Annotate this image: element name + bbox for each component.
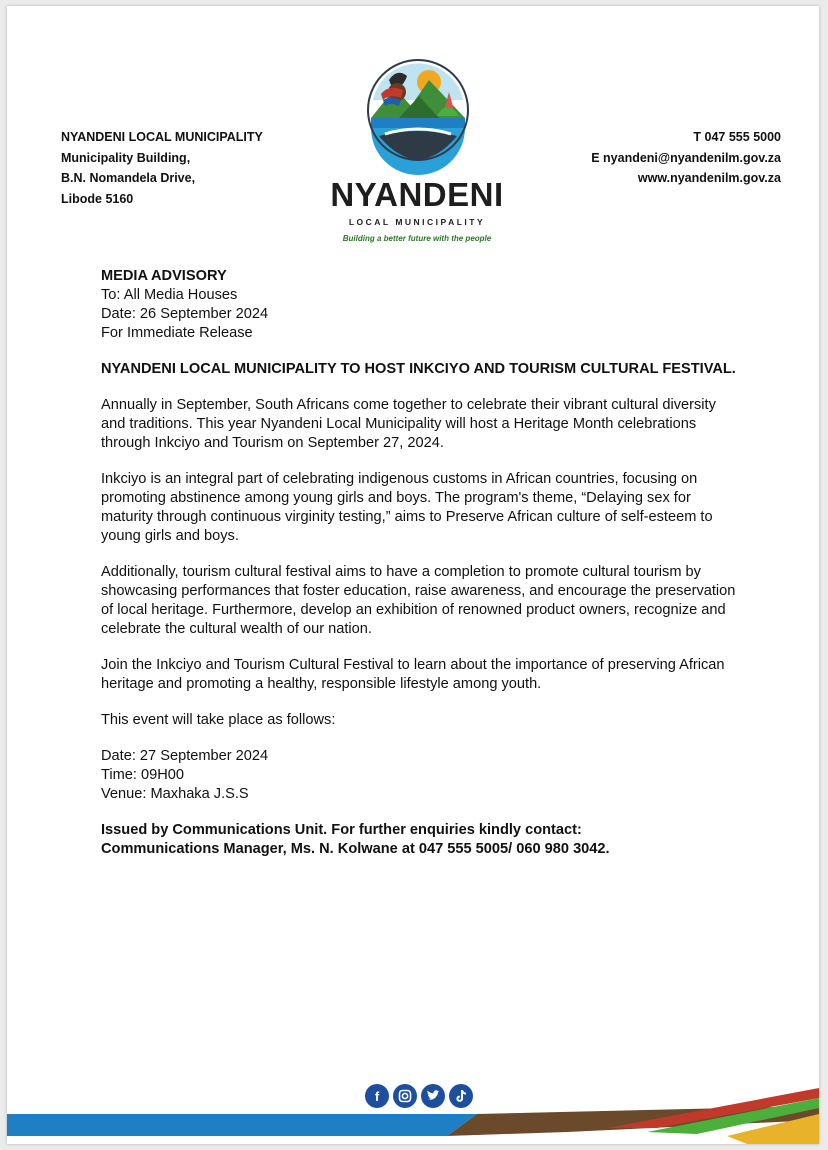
event-date: Date: 27 September 2024	[101, 748, 269, 764]
advisory-date: Date: 26 September 2024	[101, 306, 269, 322]
logo-subtitle: LOCAL MUNICIPALITY	[348, 217, 486, 227]
advisory-release: For Immediate Release	[101, 325, 253, 341]
address-line: Libode 5160	[61, 191, 134, 206]
address-line: B.N. Nomandela Drive,	[61, 171, 196, 185]
paragraph: Inkciyo is an integral part of celebrating indigenous customs in African countries, focusing on promoting abstinence among young girls and boys. The program's theme, “Delaying sex for maturity through continuous virginity testing,” aims to Preserve African culture of self-esteem to young girls and boys.	[101, 471, 713, 544]
paragraph: This event will take place as follows:	[101, 712, 336, 728]
advisory-title: MEDIA ADVISORY	[101, 268, 227, 284]
closing-contact: Communications Manager, Ms. N. Kolwane at 047 555 5005/ 060 980 3042.	[101, 841, 610, 857]
headline: NYANDENI LOCAL MUNICIPALITY TO HOST INKCIYO AND TOURISM CULTURAL FESTIVAL.	[101, 361, 736, 377]
paragraph: Join the Inkciyo and Tourism Cultural Festival to learn about the importance of preserving African heritage and promoting a healthy, responsible lifestyle among youth.	[101, 657, 725, 692]
org-name: NYANDENI LOCAL MUNICIPALITY	[61, 130, 263, 144]
municipality-logo-icon	[359, 58, 477, 182]
advisory-body	[101, 267, 741, 859]
closing-line: Issued by Communications Unit. For further enquiries kindly contact:	[101, 822, 582, 838]
event-time: Time: 09H00	[101, 767, 185, 783]
address-line: Municipality Building,	[61, 150, 191, 165]
advisory-recipient: To: All Media Houses	[101, 287, 238, 303]
logo-wordmark: NYANDENI	[330, 176, 504, 213]
website-url: www.nyandenilm.gov.za	[637, 171, 781, 185]
sender-address	[61, 127, 263, 209]
facebook-icon[interactable]: f	[365, 1084, 389, 1108]
paragraph: Annually in September, South Africans come together to celebrate their vibrant cultural diversity and traditions. This year Nyandeni Local Municipality will host a Heritage Month celebrations through Inkciyo and Tourism on September 27, 2024.	[101, 397, 716, 451]
event-venue: Venue: Maxhaka J.S.S	[101, 786, 249, 802]
phone-number: T 047 555 5000	[693, 130, 781, 144]
logo-tagline: Building a better future with the people	[342, 234, 492, 243]
footer-stripe	[7, 1084, 819, 1144]
contact-details	[591, 127, 781, 189]
email-address: E nyandeni@nyandenilm.gov.za	[591, 150, 781, 165]
paragraph: Additionally, tourism cultural festival aims to have a completion to promote cultural tourism by showcasing performances that foster education, raise awareness, and encourage the preservation of local heritage. Furthermore, develop an exhibition of renowned product owners, recognize and celebrate the cultural wealth of our nation.	[101, 564, 736, 637]
document-page	[7, 6, 819, 1144]
